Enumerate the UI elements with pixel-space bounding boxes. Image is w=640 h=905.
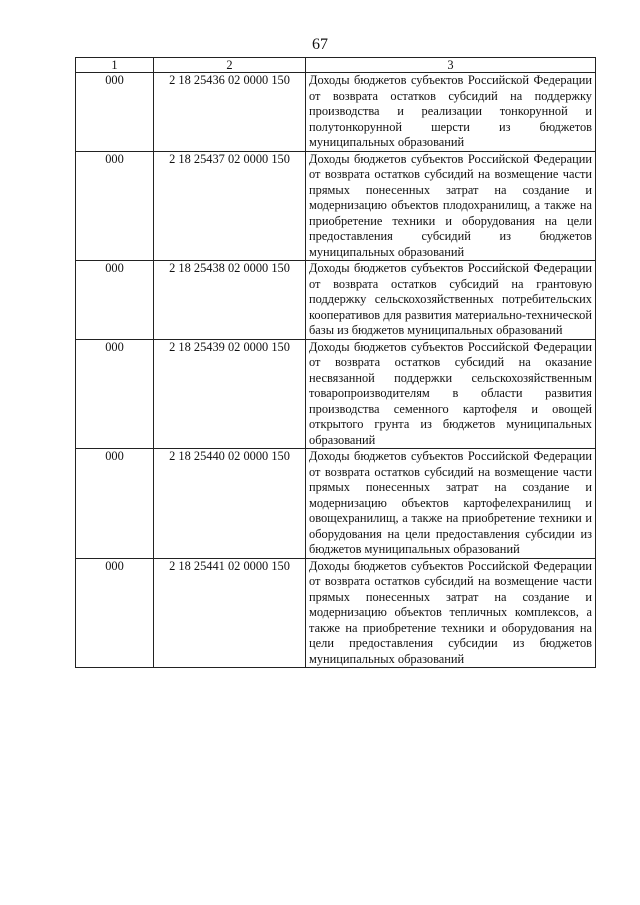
description-cell: Доходы бюджетов субъектов Российской Федерации от возврата остатков субсидий на возмещение части прямых понесенных затрат на создание и модернизацию объектов картофелехранилищ и овощехранилищ, а также на приобретение техники и оборудования на цели предоставления субсидии из бюджетов муниципальных образований <box>306 449 596 559</box>
table-row <box>76 558 596 668</box>
kbk-code-cell: 2 18 25440 02 0000 150 <box>154 449 306 559</box>
column-header-1: 1 <box>76 58 154 73</box>
administrator-code-cell: 000 <box>76 558 154 668</box>
administrator-code-cell: 000 <box>76 151 154 261</box>
description-cell: Доходы бюджетов субъектов Российской Федерации от возврата остатков субсидий на возмещение части прямых понесенных затрат на создание и модернизацию объектов тепличных комплексов, а также на приобретение техники и оборудования на цели предоставления субсидии из бюджетов муниципальных образований <box>306 558 596 668</box>
column-header-3: 3 <box>306 58 596 73</box>
administrator-code-cell: 000 <box>76 73 154 152</box>
table-row <box>76 449 596 559</box>
budget-income-table <box>75 57 596 668</box>
description-cell: Доходы бюджетов субъектов Российской Федерации от возврата остатков субсидий на возмещение части прямых понесенных затрат на создание и модернизацию объектов плодохранилищ, а также на приобретение техники и оборудования на цели предоставления субсидий из бюджетов муниципальных образований <box>306 151 596 261</box>
page-number: 67 <box>312 36 328 53</box>
description-cell: Доходы бюджетов субъектов Российской Федерации от возврата остатков субсидий на грантовую поддержку сельскохозяйственных потребительских кооперативов для развития материально-технической базы из бюджетов муниципальных образований <box>306 261 596 340</box>
table-header-row <box>76 58 596 73</box>
description-cell: Доходы бюджетов субъектов Российской Федерации от возврата остатков субсидий на поддержку производства и реализации тонкорунной и полутонкорунной шерсти из бюджетов муниципальных образований <box>306 73 596 152</box>
table-row <box>76 261 596 340</box>
table-row <box>76 73 596 152</box>
administrator-code-cell: 000 <box>76 449 154 559</box>
kbk-code-cell: 2 18 25441 02 0000 150 <box>154 558 306 668</box>
table-row <box>76 151 596 261</box>
administrator-code-cell: 000 <box>76 339 154 449</box>
description-cell: Доходы бюджетов субъектов Российской Федерации от возврата остатков субсидий на оказание несвязанной поддержки сельскохозяйственным товаропроизводителям в области развития производства семенного картофеля и овощей открытого грунта из бюджетов муниципальных образований <box>306 339 596 449</box>
kbk-code-cell: 2 18 25437 02 0000 150 <box>154 151 306 261</box>
table-row <box>76 339 596 449</box>
administrator-code-cell: 000 <box>76 261 154 340</box>
kbk-code-cell: 2 18 25436 02 0000 150 <box>154 73 306 152</box>
kbk-code-cell: 2 18 25439 02 0000 150 <box>154 339 306 449</box>
kbk-code-cell: 2 18 25438 02 0000 150 <box>154 261 306 340</box>
column-header-2: 2 <box>154 58 306 73</box>
